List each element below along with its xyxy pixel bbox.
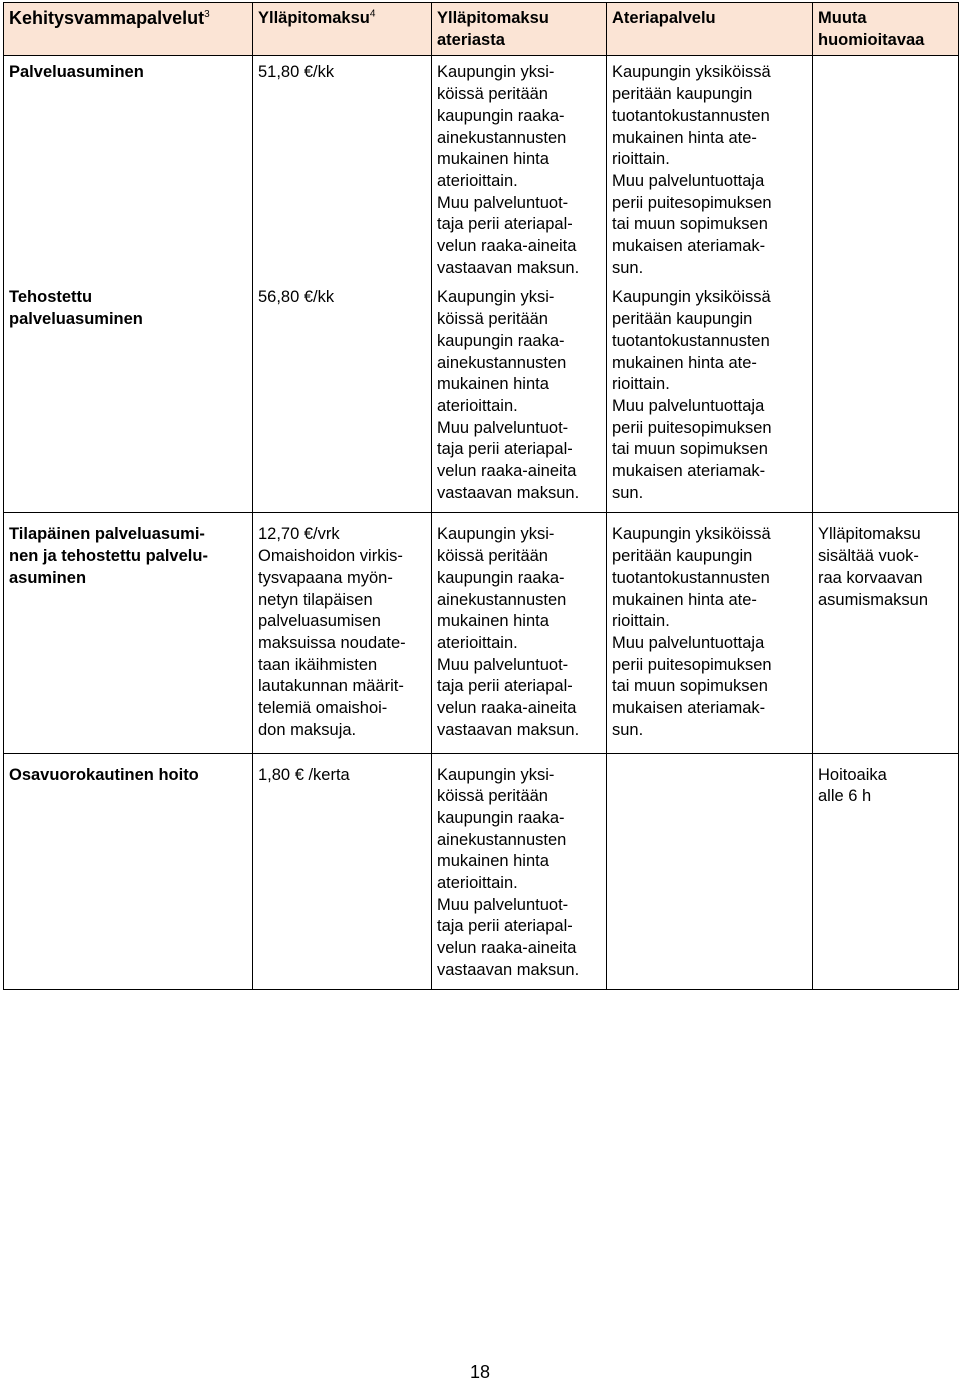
header-service-type: Kehitysvammapalvelut$^3$: [4, 3, 253, 56]
table-row: [4, 283, 959, 513]
meal-fee-cell: Kaupungin yksi- köissä peritään kaupungin raaka- ainekustannusten mukainen hinta aterioittain. Muu palveluntuot- taja perii ateriapal- velun raaka-aineita vastaavan maksun.: [432, 513, 607, 753]
fee-cell: 12,70 €/vrk Omaishoidon virkis- tysvapaana myön- netyn tilapäisen palveluasumisen maksuissa noudate- taan ikäihmisten lautakunnan määrit- telemiä omaishoi- don maksuja.: [253, 513, 432, 753]
notes-cell: [813, 56, 959, 284]
meal-service-cell: Kaupungin yksiköissä peritään kaupungin tuotantokustannusten mukainen hinta ate- rioittain. Muu palveluntuottaja perii puitesopimuksen tai muun sopimuksen mukaisen ateriamak- sun.: [607, 283, 813, 513]
page-number: 18: [469, 1362, 491, 1382]
service-cell: Palveluasuminen: [4, 56, 253, 284]
header-maintenance-fee: Ylläpitomaksu$^4$: [253, 3, 432, 56]
meal-service-cell: Kaupungin yksiköissä peritään kaupungin tuotantokustannusten mukainen hinta ate- rioittain. Muu palveluntuottaja perii puitesopimuksen tai muun sopimuksen mukaisen ateriamak- sun.: [607, 56, 813, 284]
notes-cell: Hoitoaika alle 6 h: [813, 753, 959, 989]
service-cell: Osavuorokautinen hoito: [4, 753, 253, 989]
header-notes: Muuta huomioitavaa: [813, 3, 959, 56]
meal-fee-cell: Kaupungin yksi- köissä peritään kaupungin raaka- ainekustannusten mukainen hinta aterioittain. Muu palveluntuot- taja perii ateriapal- velun raaka-aineita vastaavan maksun.: [432, 283, 607, 513]
fee-cell: 51,80 €/kk: [253, 56, 432, 284]
fee-cell: 1,80 € /kerta: [253, 753, 432, 989]
meal-fee-cell: Kaupungin yksi- köissä peritään kaupungin raaka- ainekustannusten mukainen hinta aterioittain. Muu palveluntuot- taja perii ateriapal- velun raaka-aineita vastaavan maksun.: [432, 56, 607, 284]
service-cell: Tehostettu palveluasuminen: [4, 283, 253, 513]
table-row: [4, 753, 959, 989]
service-cell: Tilapäinen palveluasumi- nen ja tehostettu palvelu- asuminen: [4, 513, 253, 753]
fee-cell: 56,80 €/kk: [253, 283, 432, 513]
table-row: [4, 513, 959, 753]
meal-service-cell: Kaupungin yksiköissä peritään kaupungin tuotantokustannusten mukainen hinta ate- rioittain. Muu palveluntuottaja perii puitesopimuksen tai muun sopimuksen mukaisen ateriamak- sun.: [607, 513, 813, 753]
table-header-row: [4, 3, 959, 56]
meal-fee-cell: Kaupungin yksi- köissä peritään kaupungin raaka- ainekustannusten mukainen hinta aterioittain. Muu palveluntuot- taja perii ateriapal- velun raaka-aineita vastaavan maksun.: [432, 753, 607, 989]
header-meal-service: Ateriapalvelu: [607, 3, 813, 56]
header-meal-fee: Ylläpitomaksu ateriasta: [432, 3, 607, 56]
notes-cell: [813, 283, 959, 513]
meal-service-cell: [607, 753, 813, 989]
document-page: [3, 2, 958, 990]
notes-cell: Ylläpitomaksu sisältää vuok- raa korvaavan asumismaksun: [813, 513, 959, 753]
fee-table: [3, 2, 959, 990]
table-row: [4, 56, 959, 284]
